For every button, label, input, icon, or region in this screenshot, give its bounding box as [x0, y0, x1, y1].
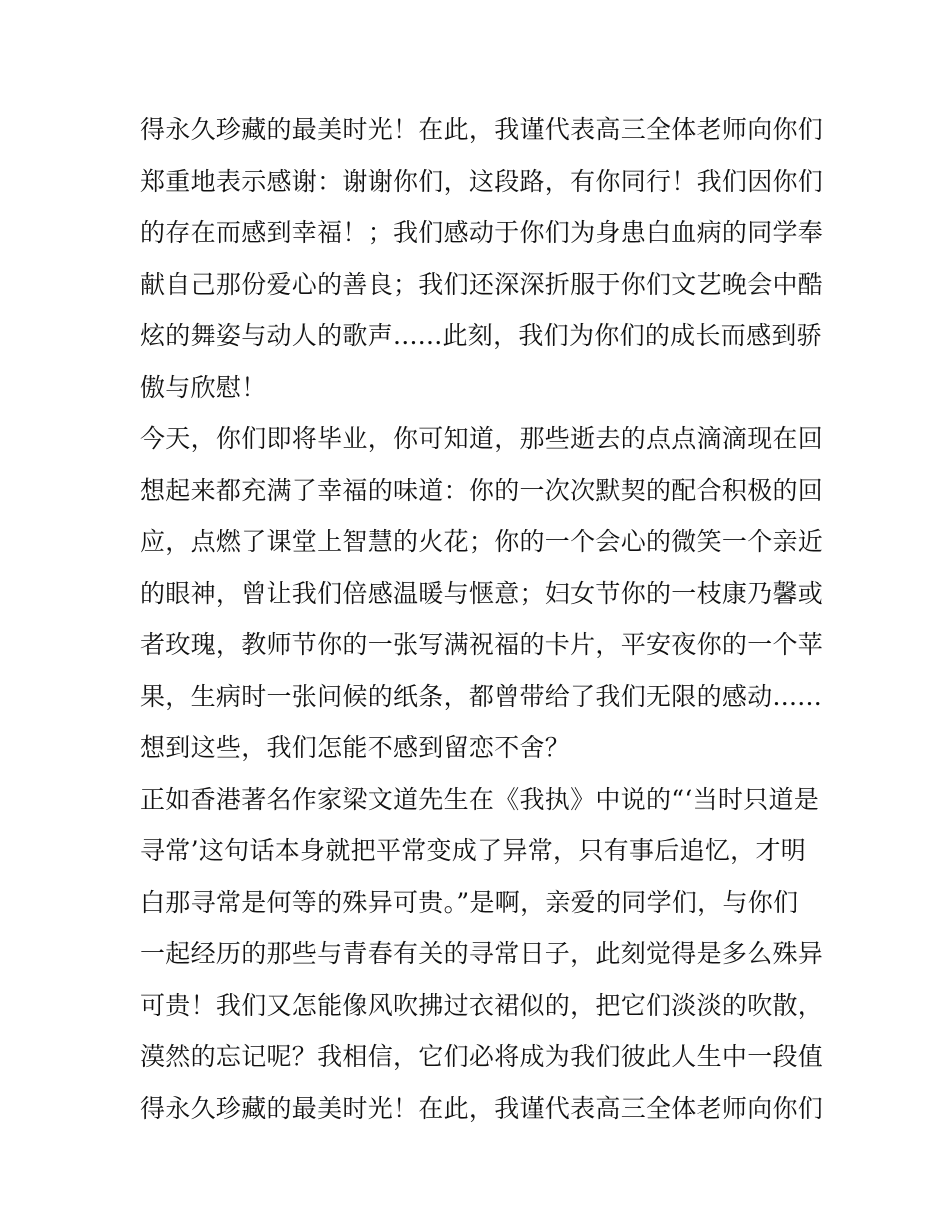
text-line: 得永久珍藏的最美时光！在此，我谨代表高三全体老师向你们 — [140, 115, 824, 144]
text-line: 想起来都充满了幸福的味道：你的一次次默契的配合积极的回 — [140, 475, 824, 505]
text-line: 果，生病时一张问候的纸条，都曾带给了我们无限的感动...... — [140, 681, 822, 711]
text-line: 漠然的忘记呢？我相信，它们必将成为我们彼此人生中一段值 — [140, 1042, 824, 1071]
text-line: 的眼神，曾让我们倍感温暖与惬意；妇女节你的一枝康乃馨或 — [140, 578, 824, 608]
text-line: 可贵！我们又怎能像风吹拂过衣裙似的，把它们淡淡的吹散， — [140, 990, 824, 1020]
text-line: 应，点燃了课堂上智慧的火花；你的一个会心的微笑一个亲近 — [140, 527, 824, 556]
text-line: 想到这些，我们怎能不感到留恋不舍？ — [140, 733, 571, 762]
text-line: 正如香港著名作家梁文道先生在《我执》中说的“‘当时只道是 — [140, 784, 820, 814]
body-text — [140, 104, 830, 1134]
text-line: 一起经历的那些与青春有关的寻常日子，此刻觉得是多么殊异 — [140, 939, 824, 968]
text-line: 寻常’这句话本身就把平常变成了异常，只有事后追忆，才明 — [140, 836, 807, 865]
text-line: 炫的舞姿与动人的歌声......此刻，我们为你们的成长而感到骄 — [140, 321, 822, 350]
text-line: 的存在而感到幸福！；我们感动于你们为身患白血病的同学奉 — [140, 218, 824, 247]
text-line: 郑重地表示感谢：谢谢你们，这段路，有你同行！我们因你们 — [140, 166, 824, 196]
text-line: 白那寻常是何等的殊异可贵。”是啊，亲爱的同学们，与你们 — [140, 887, 799, 917]
text-line: 傲与欣慰！ — [140, 372, 267, 402]
text-line: 得永久珍藏的最美时光！在此，我谨代表高三全体老师向你们 — [140, 1093, 824, 1123]
text-line: 者玫瑰，教师节你的一张写满祝福的卡片，平安夜你的一个苹 — [140, 630, 824, 659]
text-line: 今天，你们即将毕业，你可知道，那些逝去的点点滴滴现在回 — [140, 424, 824, 453]
text-line: 献自己那份爱心的善良；我们还深深折服于你们文艺晚会中酷 — [140, 269, 824, 299]
